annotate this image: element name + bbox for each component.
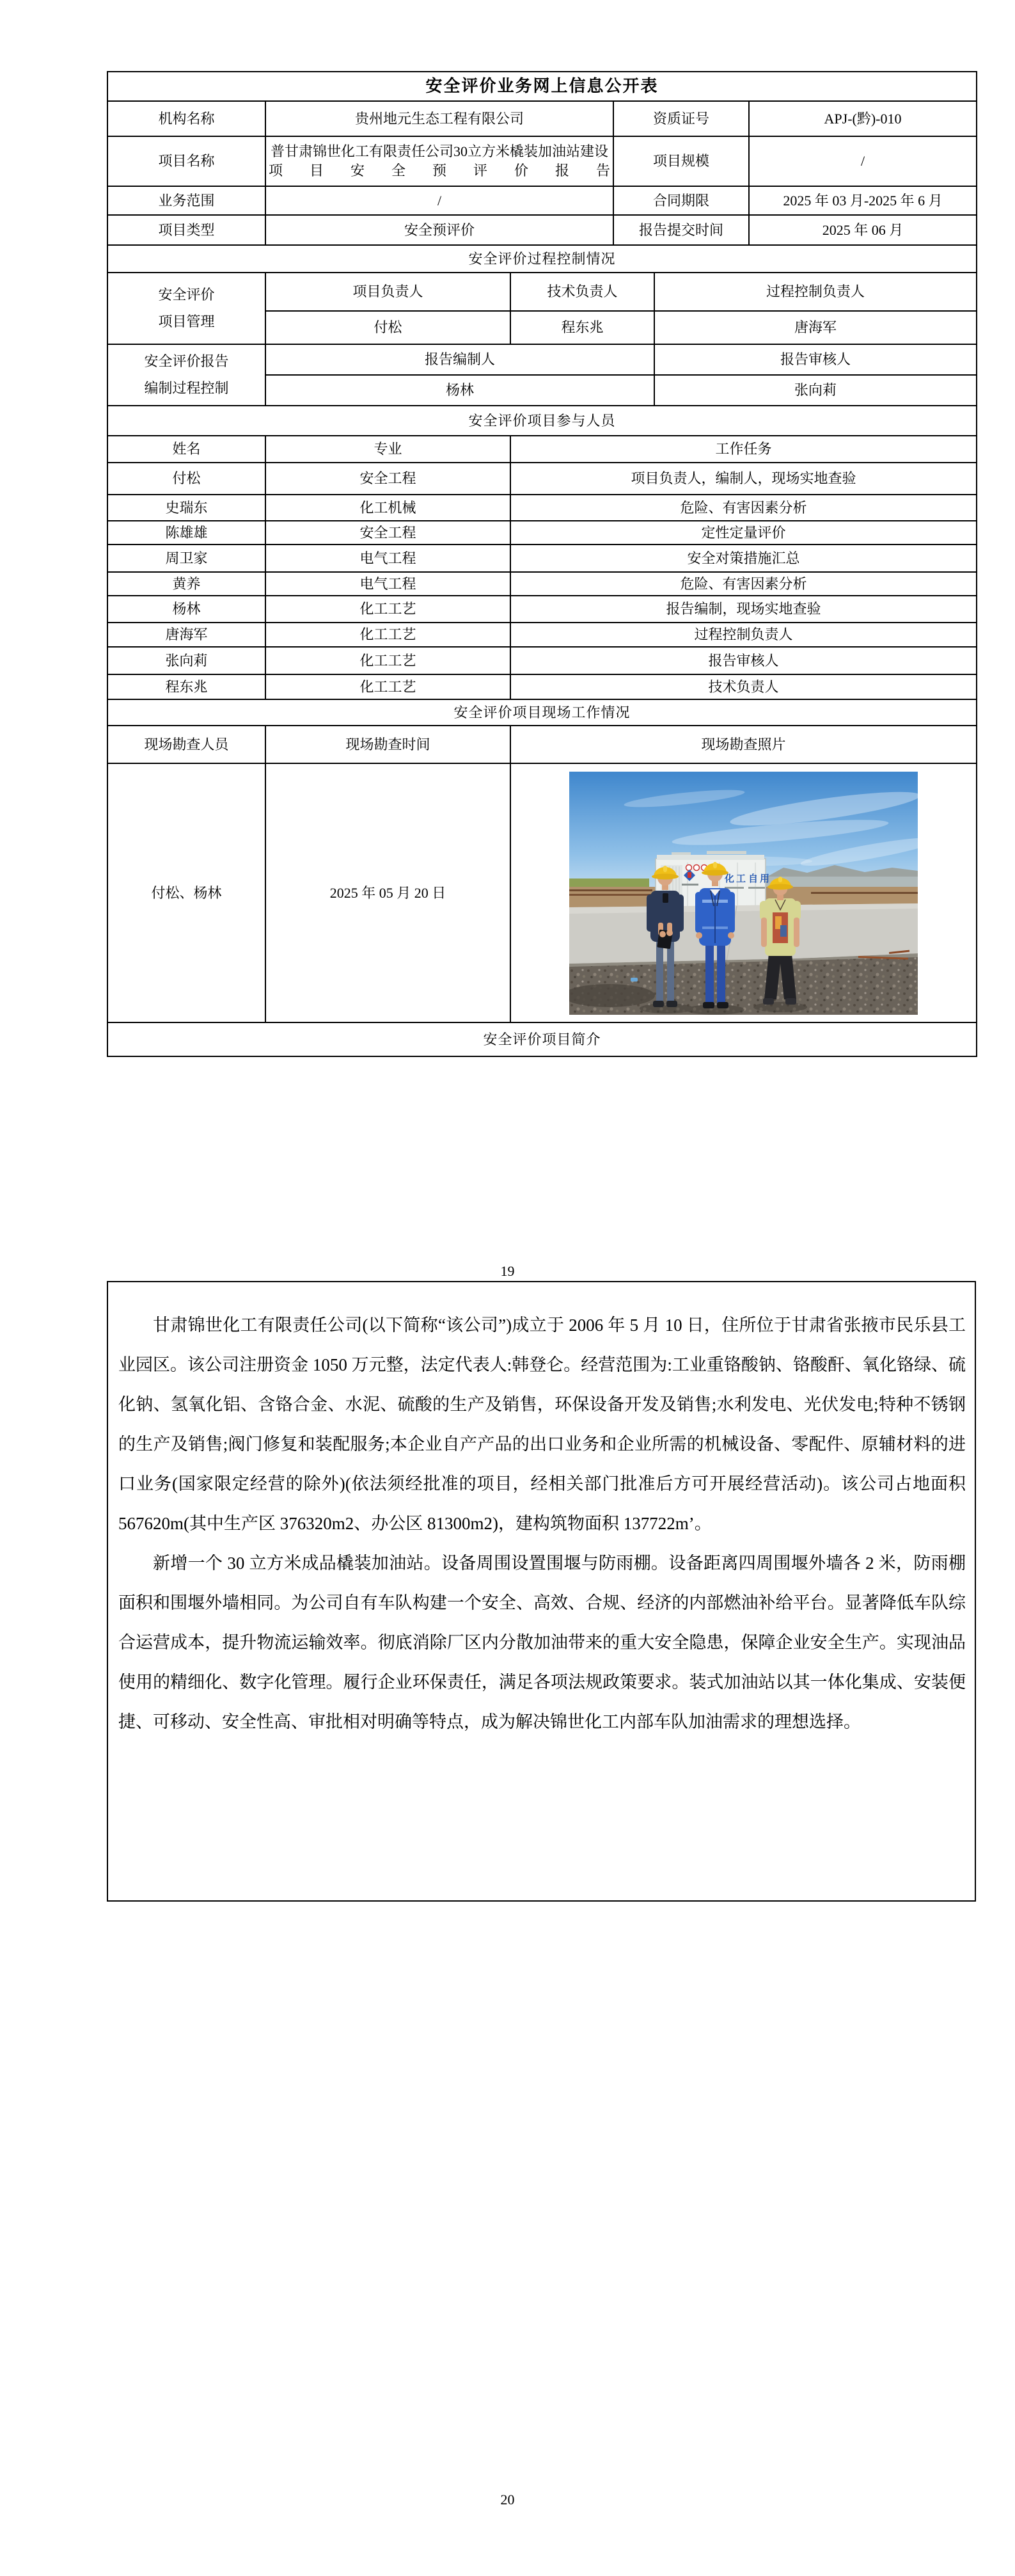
container-text-left: 化工 bbox=[725, 873, 748, 884]
participant-name: 唐海军 bbox=[107, 623, 265, 647]
report-control-label-text: 安全评价报告编制过程控制 bbox=[144, 353, 229, 396]
participant-major: 化工工艺 bbox=[265, 623, 510, 647]
submit-time-value: 2025 年 06 月 bbox=[749, 215, 977, 245]
report-control-label bbox=[107, 344, 265, 406]
intro-paragraph-2: 新增一个 30 立方米成品橇装加油站。设备周围设置围堰与防雨棚。设备距离四周围堰外墙各 2 米，防雨棚面积和围堰外墙相同。为公司自有车队构建一个安全、高效、合规、经济的内部燃油补给平台。显著降低车队综合运营成本，提升物流运输效率。彻底消除厂区内分散加油带来的重大安全隐患，保障企业安全生产。实现油品使用的精细化、数字化管理。履行企业环保责任，满足各项法规政策要求。装式加油站以其一体化集成、安装便捷、可移动、安全性高、审批相对明确等特点，成为解决锦世化工内部车队加油需求的理想选择。 bbox=[118, 1554, 966, 1731]
site-time-header: 现场勘查时间 bbox=[265, 726, 510, 763]
mgmt-label bbox=[107, 273, 265, 344]
participant-row bbox=[107, 545, 977, 572]
participant-name: 付松 bbox=[107, 463, 265, 495]
site-time-value: 2025 年 05 月 20 日 bbox=[265, 763, 510, 1022]
participant-major: 化工工艺 bbox=[265, 596, 510, 623]
participant-major: 电气工程 bbox=[265, 545, 510, 572]
site-photo bbox=[569, 772, 918, 1015]
cert-no-value: APJ-(黔)-010 bbox=[749, 101, 977, 136]
col-header-name: 姓名 bbox=[107, 436, 265, 463]
mgmt-label-text: 安全评价项目管理 bbox=[158, 287, 215, 330]
participant-major: 化工工艺 bbox=[265, 674, 510, 699]
participant-task: 项目负责人，编制人，现场实地查验 bbox=[510, 463, 977, 495]
intro-paragraph-1: 甘肃锦世化工有限责任公司(以下简称“该公司”)成立于 2006 年 5 月 10 日，住所位于甘肃省张掖市民乐县工业园区。该公司注册资金 1050 万元整，法定代表人:韩登仑。经营范围为:工业重铬酸钠、铬酸酐、氧化铬绿、硫化钠、氢氧化铝、含铬合金、水泥、硫酸的生产及销售，环保设备开发及销售;水利发电、光伏发电;特种不锈钢的生产及销售;阀门修复和装配服务;本企业自产产品的出口业务和企业所需的机械设备、零配件、原辅材料的进口业务(国家限定经营的除外)(依法须经批准的项目，经相关部门批准后方可开展经营活动)。该公司占地面积 567620m(其中生产区 376320m2、办公区 81300m2)，建构筑物面积 137722m’。 bbox=[118, 1316, 966, 1533]
name-report-compiler: 杨林 bbox=[265, 375, 654, 406]
submit-time-label: 报告提交时间 bbox=[613, 215, 749, 245]
participant-name: 陈雄雄 bbox=[107, 521, 265, 545]
participant-major: 电气工程 bbox=[265, 572, 510, 596]
site-photo-header: 现场勘查照片 bbox=[510, 726, 977, 763]
participant-major: 安全工程 bbox=[265, 463, 510, 495]
project-type-label: 项目类型 bbox=[107, 215, 265, 245]
participant-name: 杨林 bbox=[107, 596, 265, 623]
participant-task: 报告编制，现场实地查验 bbox=[510, 596, 977, 623]
name-tech-leader: 程东兆 bbox=[510, 311, 654, 344]
role-process-leader: 过程控制负责人 bbox=[654, 273, 977, 311]
contract-term-label: 合同期限 bbox=[613, 186, 749, 215]
contract-term-value: 2025 年 03 月-2025 年 6 月 bbox=[749, 186, 977, 215]
warning-signs bbox=[686, 864, 707, 870]
role-report-compiler: 报告编制人 bbox=[265, 344, 654, 375]
site-personnel-header: 现场勘查人员 bbox=[107, 726, 265, 763]
participant-name: 张向莉 bbox=[107, 647, 265, 674]
participant-row bbox=[107, 647, 977, 674]
role-tech-leader: 技术负责人 bbox=[510, 273, 654, 311]
participant-major: 安全工程 bbox=[265, 521, 510, 545]
participant-name: 程东兆 bbox=[107, 674, 265, 699]
site-photo-cell bbox=[510, 763, 977, 1022]
name-report-reviewer: 张向莉 bbox=[654, 375, 977, 406]
org-name-value: 贵州地元生态工程有限公司 bbox=[265, 101, 613, 136]
project-scale-label: 项目规模 bbox=[613, 136, 749, 186]
participant-major: 化工工艺 bbox=[265, 647, 510, 674]
participant-task: 技术负责人 bbox=[510, 674, 977, 699]
participant-name: 史瑞东 bbox=[107, 495, 265, 521]
table-title: 安全评价业务网上信息公开表 bbox=[107, 72, 977, 101]
org-name-label: 机构名称 bbox=[107, 101, 265, 136]
participant-task: 危险、有害因素分析 bbox=[510, 572, 977, 596]
project-name-value: 普甘肃锦世化工有限责任公司30立方米橇装加油站建设项目安全预评价报告 bbox=[265, 136, 613, 186]
participant-row bbox=[107, 463, 977, 495]
participant-row bbox=[107, 572, 977, 596]
participant-row bbox=[107, 674, 977, 699]
name-project-leader: 付松 bbox=[265, 311, 510, 344]
project-scale-value: / bbox=[749, 136, 977, 186]
rail-left bbox=[569, 889, 652, 891]
business-scope-value: / bbox=[265, 186, 613, 215]
section-project-intro: 安全评价项目简介 bbox=[107, 1022, 977, 1056]
participant-name: 黄养 bbox=[107, 572, 265, 596]
participant-row bbox=[107, 623, 977, 647]
col-header-major: 专业 bbox=[265, 436, 510, 463]
disclosure-table bbox=[107, 71, 977, 1057]
business-scope-label: 业务范围 bbox=[107, 186, 265, 215]
participant-task: 安全对策措施汇总 bbox=[510, 545, 977, 572]
grass-strip bbox=[569, 879, 649, 888]
participant-name: 周卫家 bbox=[107, 545, 265, 572]
page-number-19: 19 bbox=[500, 1263, 515, 1279]
participant-row bbox=[107, 495, 977, 521]
project-intro-box bbox=[107, 1281, 976, 1902]
project-name-label: 项目名称 bbox=[107, 136, 265, 186]
section-participants: 安全评价项目参与人员 bbox=[107, 406, 977, 436]
rail-right bbox=[811, 892, 918, 894]
rail-left-2 bbox=[569, 894, 652, 896]
section-process-control: 安全评价过程控制情况 bbox=[107, 245, 977, 273]
participant-task: 过程控制负责人 bbox=[510, 623, 977, 647]
container-text-right: 自用 bbox=[748, 873, 772, 884]
participant-task: 报告审核人 bbox=[510, 647, 977, 674]
participant-task: 危险、有害因素分析 bbox=[510, 495, 977, 521]
participant-major: 化工机械 bbox=[265, 495, 510, 521]
col-header-task: 工作任务 bbox=[510, 436, 977, 463]
project-type-value: 安全预评价 bbox=[265, 215, 613, 245]
section-site-work: 安全评价项目现场工作情况 bbox=[107, 699, 977, 726]
participant-task: 定性定量评价 bbox=[510, 521, 977, 545]
participant-row bbox=[107, 596, 977, 623]
name-process-leader: 唐海军 bbox=[654, 311, 977, 344]
plastic-bottle bbox=[631, 978, 638, 982]
cert-no-label: 资质证号 bbox=[613, 101, 749, 136]
participant-row bbox=[107, 521, 977, 545]
page-number-20: 20 bbox=[500, 2492, 515, 2508]
role-project-leader: 项目负责人 bbox=[265, 273, 510, 311]
role-report-reviewer: 报告审核人 bbox=[654, 344, 977, 375]
site-personnel-value: 付松、杨林 bbox=[107, 763, 265, 1022]
